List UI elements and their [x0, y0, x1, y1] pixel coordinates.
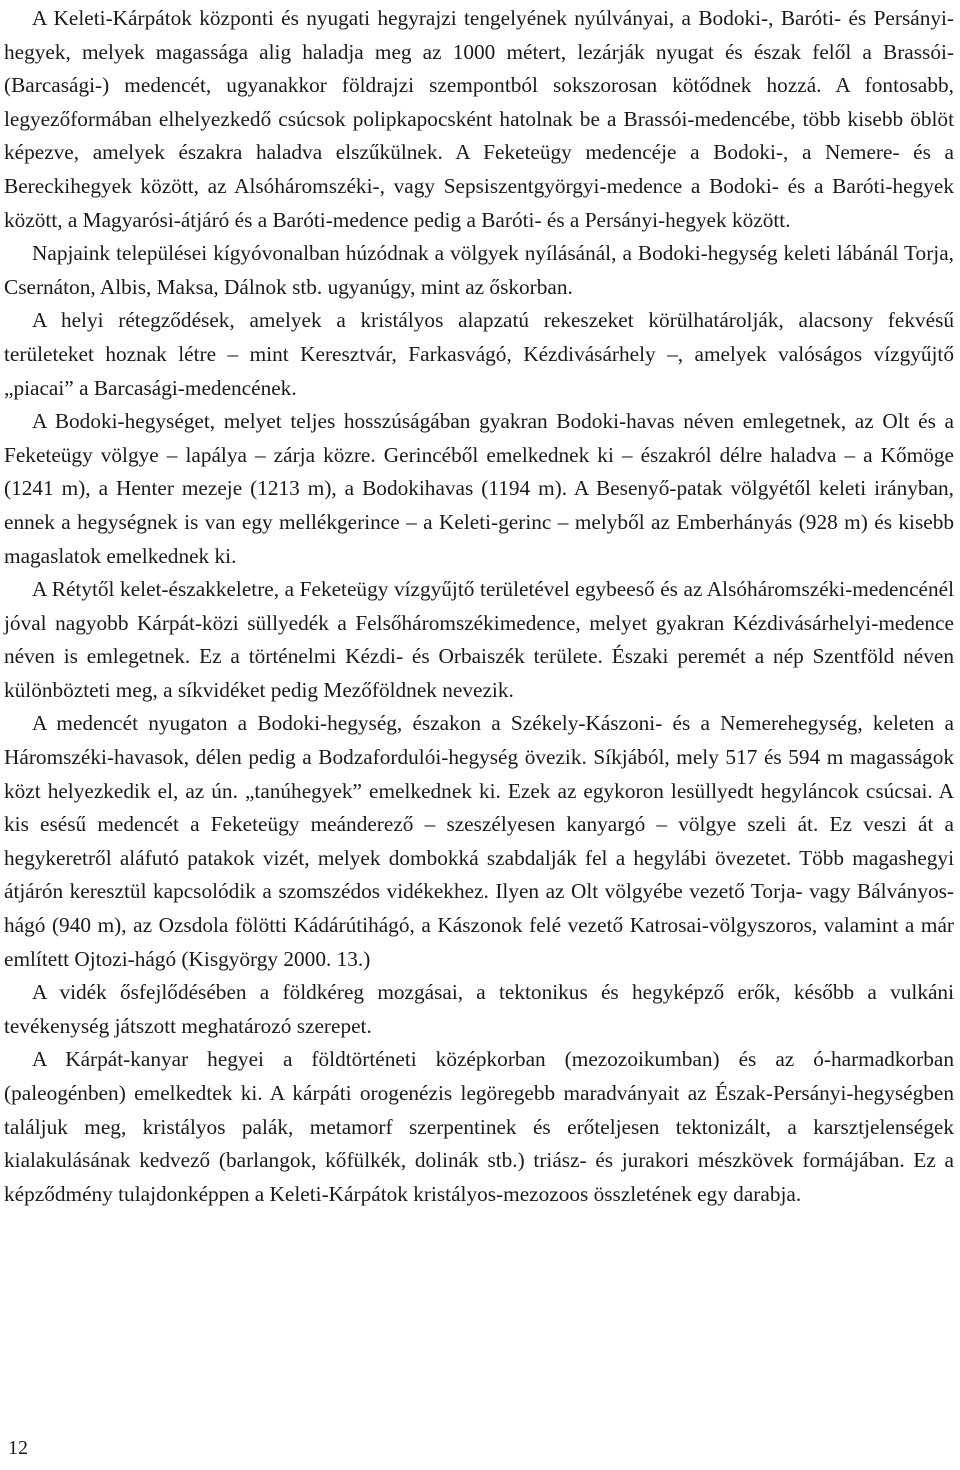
paragraph: A Rétytől kelet-északkeletre, a Feketeügy vízgyűjtő területével egybeeső és az Alsóháromszéki-medencénél jóval nagyobb Kárpát-közi süllyedék a Felsőháromszékimedence, melyet gyakran Kézdivásárhelyi-medence néven is emlegetnek. Ez a történelmi Kézdi- és Orbaiszék területe. Északi peremét a nép Szentföld néven különbözteti meg, a síkvidéket pedig Mezőföldnek nevezik.	[4, 577, 954, 702]
paragraph: A medencét nyugaton a Bodoki-hegység, északon a Székely-Kászoni- és a Nemerehegység, keleten a Háromszéki-havasok, délen pedig a Bodzafordulói-hegység övezik. Síkjából, mely 517 és 594 m magasságok közt helyezkedik el, az ún. „tanúhegyek” emelkednek ki. Ezek az egykoron lesüllyedt hegyláncok csúcsai. A kis esésű medencét a Feketeügy meánderező – szeszélyesen kanyargó – völgye szeli át. Ez veszi át a hegykeretről aláfutó patakok vizét, melyek dombokká szabdalják fel a hegylábi övezetet. Több magashegyi átjárón keresztül kapcsolódik a szomszédos vidékekhez. Ilyen az Olt völgyébe vezető Torja- vagy Bálványos-hágó (940 m), az Ozsdola fölötti Kádárútihágó, a Kászonok felé vezető Katrosai-völgyszoros, valamint a már említett Ojtozi-hágó (Kisgyörgy 2000. 13.)	[4, 711, 954, 971]
paragraph: Napjaink települései kígyóvonalban húzódnak a völgyek nyílásánál, a Bodoki-hegység keleti lábánál Torja, Csernáton, Albis, Maksa, Dálnok stb. ugyanúgy, mint az őskorban.	[4, 241, 954, 299]
paragraph: A helyi rétegződések, amelyek a kristályos alapzatú rekeszeket körülhatárolják, alacsony fekvésű területeket hoznak létre – mint Keresztvár, Farkasvágó, Kézdivásárhely –, amelyek valóságos vízgyűjtő „piacai” a Barcasági-medencének.	[4, 308, 954, 400]
page-number: 12	[8, 1437, 28, 1459]
paragraph: A Bodoki-hegységet, melyet teljes hosszúságában gyakran Bodoki-havas néven emlegetnek, az Olt és a Feketeügy völgye – lapálya – zárja közre. Gerincéből emelkednek ki – északról délre haladva – a Kőmöge (1241 m), a Henter mezeje (1213 m), a Bodokihavas (1194 m). A Besenyő-patak völgyétől keleti irányban, ennek a hegységnek is van egy mellékgerince – a Keleti-gerinc – melyből az Emberhányás (928 m) és kisebb magaslatok emelkednek ki.	[4, 409, 954, 568]
document-body	[4, 2, 954, 1211]
paragraph: A Keleti-Kárpátok központi és nyugati hegyrajzi tengelyének nyúlványai, a Bodoki-, Baróti- és Persányi-hegyek, melyek magassága alig haladja meg az 1000 métert, lezárják nyugat és észak felől a Brassói- (Barcasági-) medencét, ugyanakkor földrajzi szempontból sokszorosan kötődnek hozzá. A fontosabb, legyezőformában elhelyezkedő csúcsok polipkapocsként hatolnak be a Brassói-medencébe, több kisebb öblöt képezve, amelyek északra haladva elszűkülnek. A Feketeügy medencéje a Bodoki-, a Nemere- és a Bereckihegyek között, az Alsóháromszéki-, vagy Sepsiszentgyörgyi-medence a Bodoki- és a Baróti-hegyek között, a Magyarósi-átjáró és a Baróti-medence pedig a Baróti- és a Persányi-hegyek között.	[4, 6, 954, 232]
paragraph: A Kárpát-kanyar hegyei a földtörténeti középkorban (mezozoikumban) és az ó-harmadkorban (paleogénben) emelkedtek ki. A kárpáti orogenézis legöregebb maradványait az Észak-Persányi-hegységben találjuk meg, kristályos palák, metamorf szerpentinek és erőteljesen tektonizált, a karsztjelenségek kialakulásának kedvező (barlangok, kőfülkék, dolinák stb.) triász- és jurakori mészkövek formájában. Ez a képződmény tulajdonképpen a Keleti-Kárpátok kristályos-mezozoos összletének egy darabja.	[4, 1047, 954, 1206]
paragraph: A vidék ősfejlődésében a földkéreg mozgásai, a tektonikus és hegyképző erők, később a vulkáni tevékenység játszott meghatározó szerepet.	[4, 980, 954, 1038]
